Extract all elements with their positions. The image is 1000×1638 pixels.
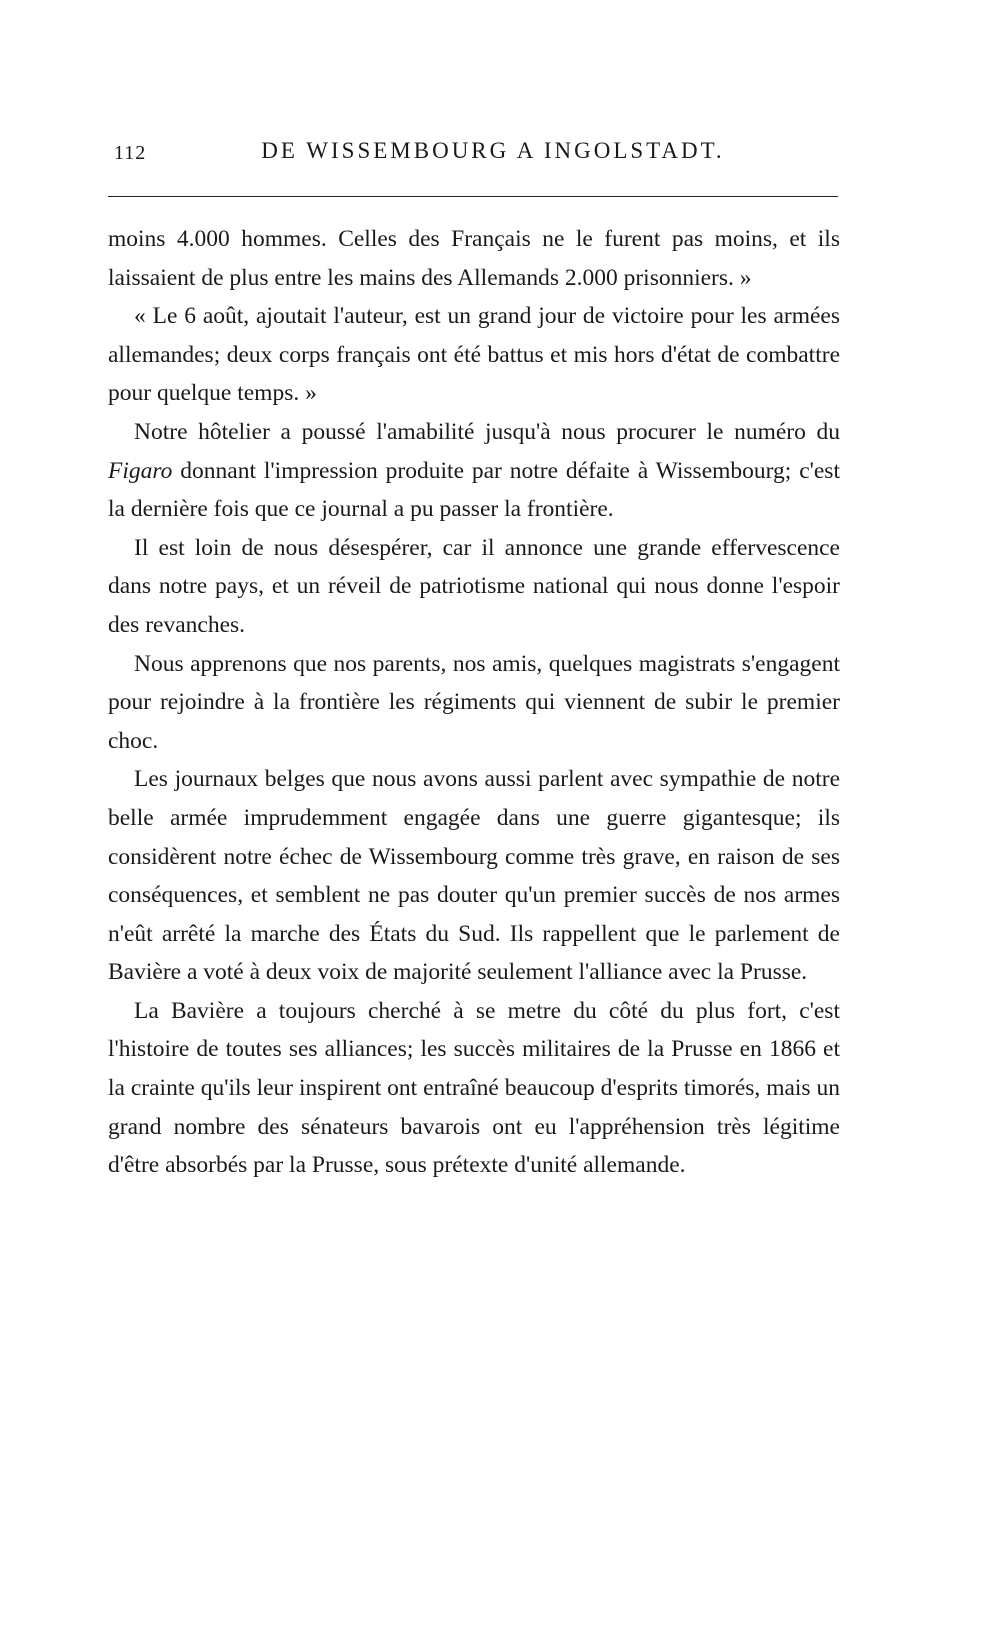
body-text [108,220,840,1185]
paragraph-text: donnant l'impression produite par notre défaite à Wissembourg; c'est la dernière fois que ce journal a pu passer la frontière. [108,457,840,523]
paragraph [108,413,840,529]
paragraph-text: Notre hôtelier a poussé l'amabilité jusqu'à nous procurer le numéro du [134,418,840,445]
paragraph: Il est loin de nous désespérer, car il annonce une grande effervescence dans notre pays, et un réveil de patriotisme national qui nous donne l'espoir des revanches. [108,534,840,638]
paragraph: La Bavière a toujours cherché à se metre du côté du plus fort, c'est l'histoire de toutes ses alliances; les succès militaires de la Prusse en 1866 et la crainte qu'ils leur inspirent ont entraîné beaucoup d'esprits timorés, mais un grand nombre des sénateurs bavarois ont eu l'appréhension très légitime d'être absorbés par la Prusse, sous prétexte d'unité allemande. [108,997,840,1179]
header-rule [108,196,838,197]
running-title: DE WISSEMBOURG A INGOLSTADT. [261,138,725,163]
running-head [108,138,838,172]
paragraph: Nous apprenons que nos parents, nos amis, quelques magistrats s'engagent pour rejoindre à la frontière les régiments qui viennent de subir le premier choc. [108,650,840,754]
page-number: 112 [114,142,147,164]
paragraph: moins 4.000 hommes. Celles des Français ne le furent pas moins, et ils laissaient de plus entre les mains des Allemands 2.000 prisonniers. » [108,226,840,291]
paragraph: Les journaux belges que nous avons aussi parlent avec sympathie de notre belle armée imprudemment engagée dans une guerre gigantesque; ils considèrent notre échec de Wissembourg comme très grave, en raison de ses conséquences, et semblent ne pas douter qu'un premier succès de nos armes n'eût arrêté la marche des États du Sud. Ils rappellent que le parlement de Bavière a voté à deux voix de majorité seulement l'alliance avec la Prusse. [108,766,840,986]
paragraph: « Le 6 août, ajoutait l'auteur, est un grand jour de victoire pour les armées allemandes; deux corps français ont été battus et mis hors d'état de combattre pour quelque temps. » [108,303,840,407]
newspaper-title: Figaro [108,457,173,484]
